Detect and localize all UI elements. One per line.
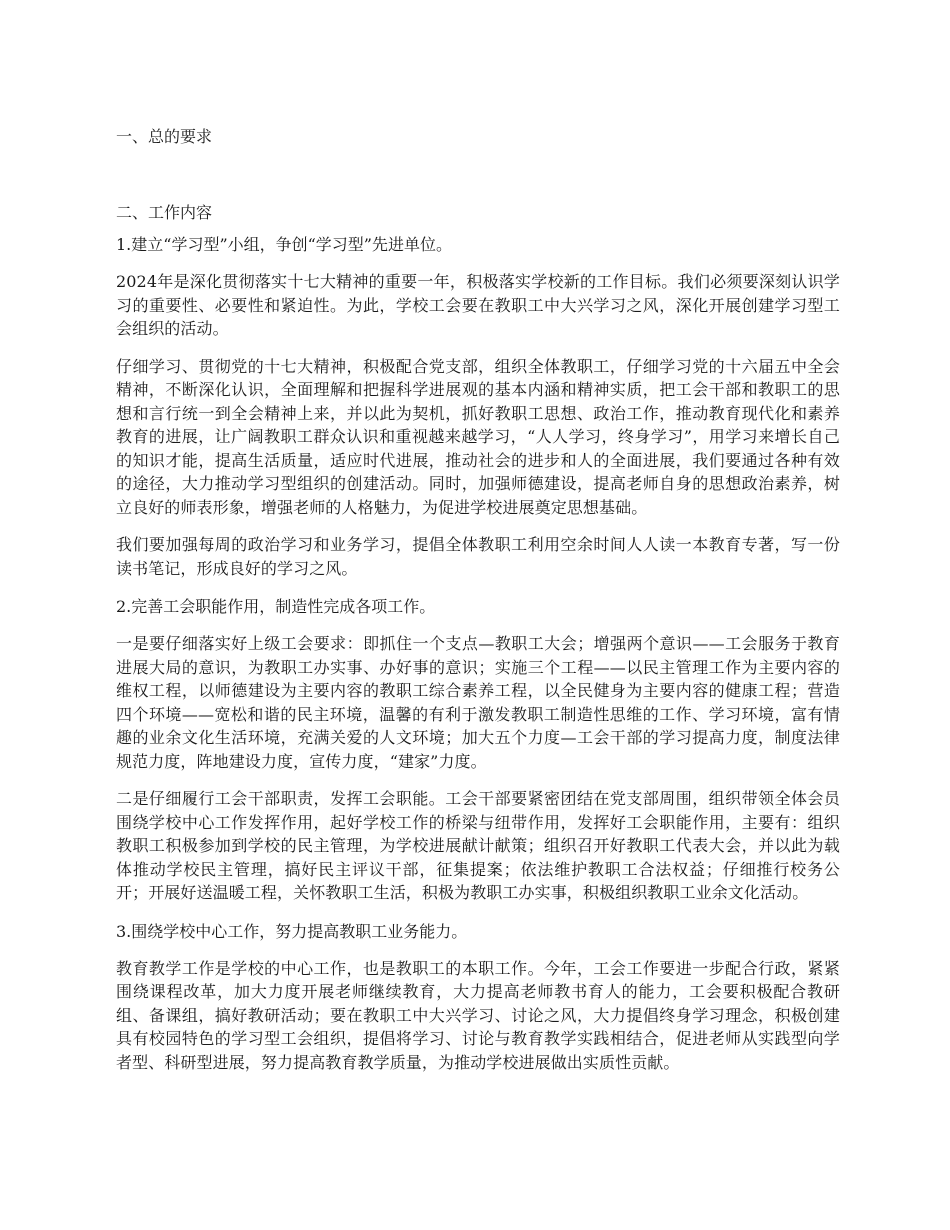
item-2-title: 2.完善工会职能作用，制造性完成各项工作。 [116, 597, 436, 616]
section-title-general-requirements: 一、总的要求 [116, 127, 213, 146]
item-3-paragraph-1: 教育教学工作是学校的中心工作，也是教职工的本职工作。今年，工会工作要进一步配合行政，紧紧围绕课程改革，加大力度开展老师继续教育，大力提高老师教书育人的能力，工会要积极配合教研组、备课组，搞好教研活动；要在教职工中大兴学习、讨论之风，大力提倡终身学习理念，积极创建具有校园特色的学习型工会组织，提倡将学习、讨论与教育教学实践相结合，促进老师从实践型向学者型、科研型进展，努力提高教育教学质量，为推动学校进展做出实质性贡献。 [116, 958, 840, 1072]
item-2-paragraph-1: 一是要仔细落实好上级工会要求：即抓住一个支点—教职工大会；增强两个意识——工会服务于教育进展大局的意识，为教职工办实事、办好事的意识；实施三个工程——以民主管理工作为主要内容的维权工程，以师德建设为主要内容的教职工综合素养工程，以全民健身为主要内容的健康工程；营造四个环境——宽松和谐的民主环境，温馨的有利于激发教职工制造性思维的工作、学习环境，富有情趣的业余文化生活环境，充满关爱的人文环境；加大五个力度—工会干部的学习提高力度，制度法律规范力度，阵地建设力度，宣传力度，“建家”力度。 [116, 634, 840, 771]
item-1-paragraph-3: 我们要加强每周的政治学习和业务学习，提倡全体教职工利用空余时间人人读一本教育专著，写一份读书笔记，形成良好的学习之风。 [116, 535, 840, 578]
item-3-title: 3.围绕学校中心工作，努力提高教职工业务能力。 [116, 921, 468, 941]
item-2-paragraph-2: 二是仔细履行工会干部职责，发挥工会职能。工会干部要紧密团结在党支部周围，组织带领全体会员围绕学校中心工作发挥作用，起好学校工作的桥梁与纽带作用，发挥好工会职能作用，主要有：组织教职工积极参加到学校的民主管理，为学校进展献计献策；组织召开好教职工代表大会，并以此为载体推动学校民主管理，搞好民主评议干部，征集提案；依法维护教职工合法权益；仔细推行校务公开；开展好送温暖工程，关怀教职工生活，积极为教职工办实事，积极组织教职工业余文化活动。 [116, 789, 840, 902]
item-1-paragraph-1: 2024年是深化贯彻落实十七大精神的重要一年，积极落实学校新的工作目标。我们必须要深刻认识学习的重要性、必要性和紧迫性。为此，学校工会要在教职工中大兴学习之风，深化开展创建学习型工会组织的活动。 [116, 272, 840, 338]
document-body [116, 124, 840, 1088]
item-1-title: 1.建立“学习型”小组，争创“学习型”先进单位。 [116, 235, 452, 254]
item-1-paragraph-2: 仔细学习、贯彻党的十七大精神，积极配合党支部，组织全体教职工，仔细学习党的十六届五中全会精神，不断深化认识，全面理解和把握科学进展观的基本内涵和精神实质，把工会干部和教职工的思想和言行统一到全会精神上来，并以此为契机，抓好教职工思想、政治工作，推动教育现代化和素养教育的进展，让广阔教职工群众认识和重视越来越学习，“人人学习，终身学习”，用学习来增长自己的知识才能，提高生活质量，适应时代进展，推动社会的进步和人的全面进展，我们要通过各种有效的途径，大力推动学习型组织的创建活动。同时，加强师德建设，提高老师自身的思想政治素养，树立良好的师表形象，增强老师的人格魅力，为促进学校进展奠定思想基础。 [116, 356, 840, 517]
section-title-work-content: 二、工作内容 [116, 203, 213, 222]
